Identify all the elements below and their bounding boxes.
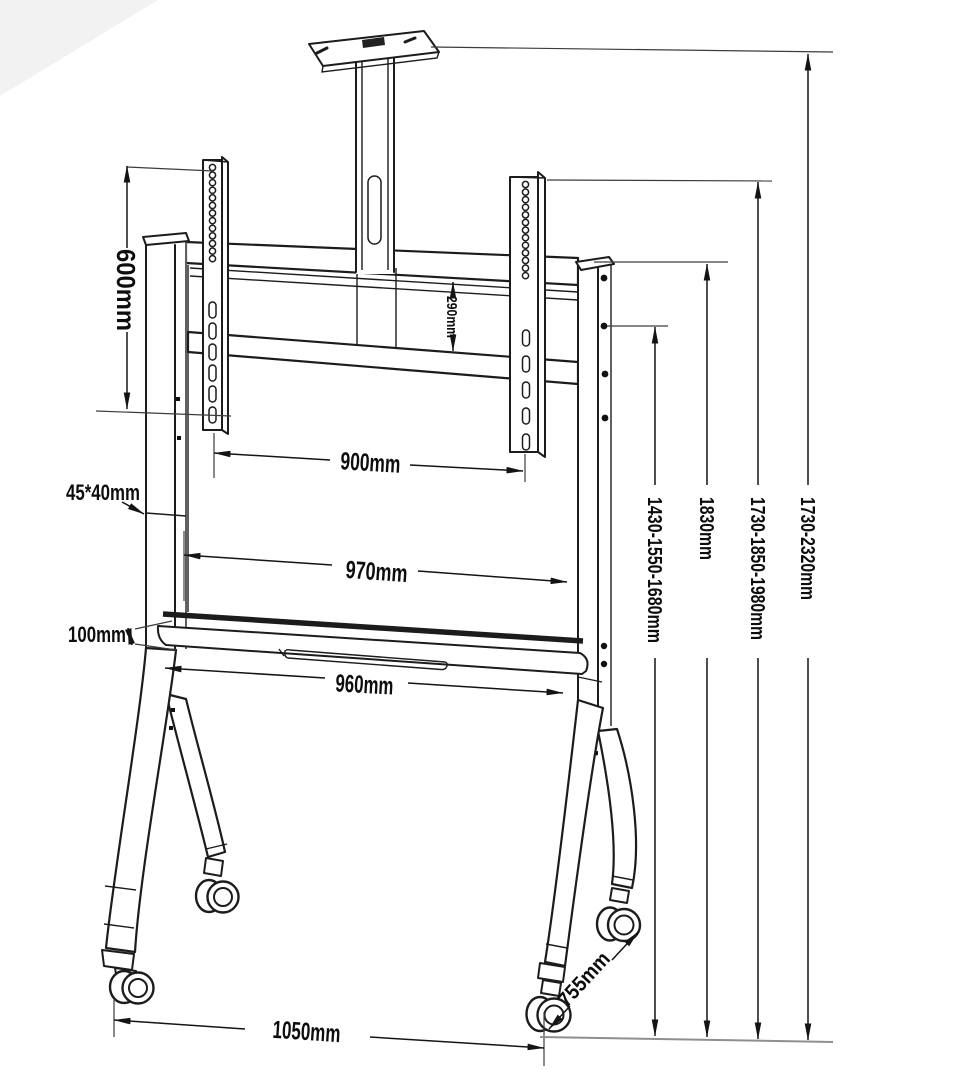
- dim-tray-depth: [68, 622, 132, 647]
- ground-line: [540, 1037, 833, 1042]
- dim-vesa-bracket-height: [111, 166, 141, 409]
- left-column: [143, 233, 189, 650]
- dim-column-height: [695, 264, 717, 1037]
- leg-end-cap: [102, 950, 134, 970]
- dim-height-overall: [796, 54, 818, 1040]
- dim-label-45x40mm: 45*40mm: [66, 480, 140, 505]
- dim-label-960mm: 960mm: [334, 669, 423, 703]
- dim-label-900mm: 900mm: [339, 447, 428, 481]
- right-column: [576, 257, 614, 755]
- corner-shading: [0, 0, 158, 96]
- front-right-leg: [538, 700, 603, 982]
- rear-right-leg: [598, 729, 636, 888]
- tray-surface: [158, 626, 588, 674]
- front-left-leg: [102, 648, 176, 970]
- vesa-bracket-right: [510, 172, 545, 457]
- dim-base-width: [114, 1015, 544, 1051]
- front-left-caster: [110, 968, 154, 1004]
- dim-column-profile: [66, 480, 144, 514]
- leg-end-cap: [538, 963, 565, 982]
- dim-label-600mm: 600mm: [111, 249, 141, 339]
- storage-tray: [158, 614, 588, 674]
- dim-label-290mm: 290mm: [443, 296, 460, 348]
- dim-frame-width: [184, 555, 567, 588]
- dim-label-1830mm: 1830mm: [695, 497, 717, 578]
- dim-label-755mm: 755mm: [553, 942, 620, 1012]
- rear-right-caster: [597, 888, 640, 941]
- dim-label-1730-1850-1980mm: 1730-1850-1980mm: [746, 497, 768, 680]
- dim-label-100mm: 100mm: [68, 622, 126, 647]
- camera-shelf: [309, 31, 439, 274]
- dim-vesa-width: [214, 447, 523, 481]
- dim-height-bracket-top: [746, 182, 768, 1039]
- rear-left-leg: [166, 694, 227, 857]
- dim-label-970mm: 970mm: [344, 555, 433, 590]
- dim-label-1730-2320mm: 1730-2320mm: [796, 497, 818, 629]
- dim-tray-width: [165, 668, 563, 701]
- vesa-bracket-left: [203, 157, 228, 434]
- dim-label-1050mm: 1050mm: [271, 1015, 374, 1051]
- dim-height-screen-center: [643, 327, 665, 1036]
- dim-label-1430-1550-1680mm: 1430-1550-1680mm: [643, 497, 665, 680]
- pole-slot: [368, 176, 381, 244]
- rear-left-caster: [196, 858, 239, 913]
